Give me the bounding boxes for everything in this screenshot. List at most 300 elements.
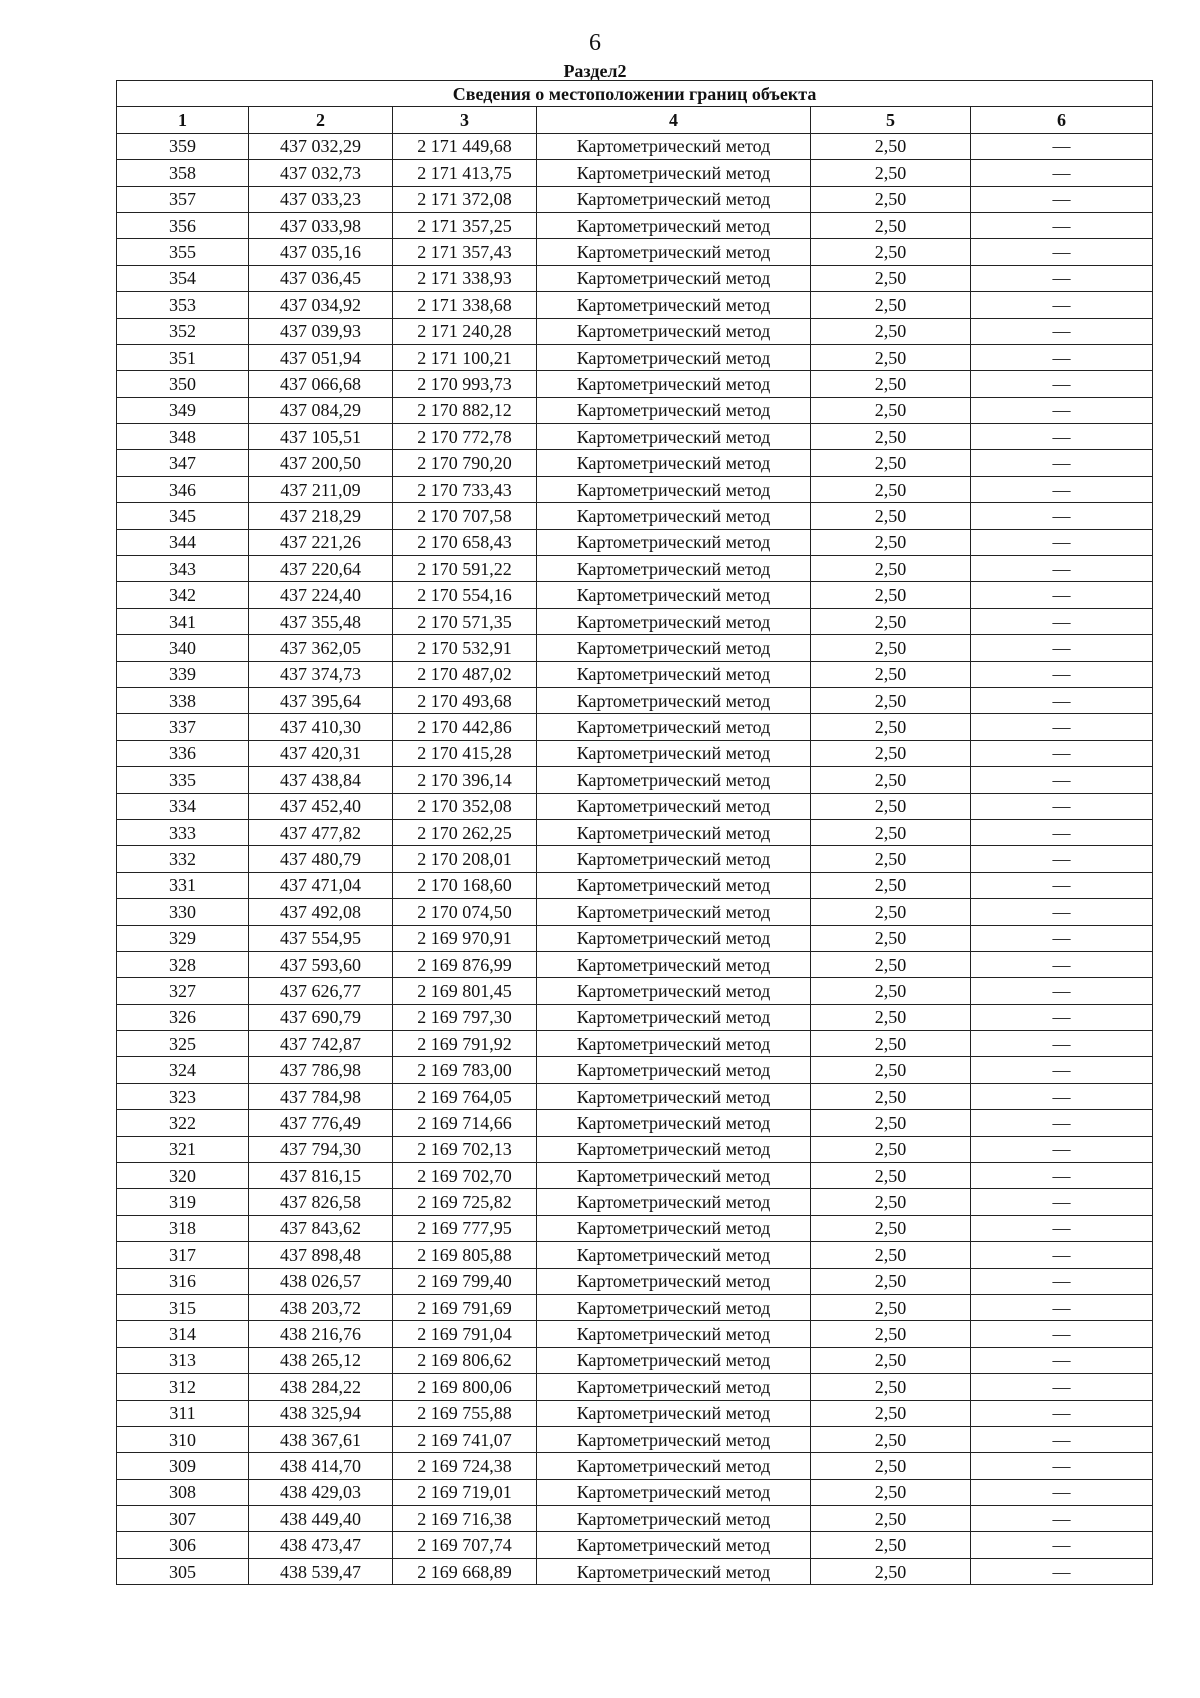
cell-description: — bbox=[971, 318, 1153, 344]
cell-coord-y: 2 170 415,28 bbox=[393, 740, 537, 766]
cell-method: Картометрический метод bbox=[537, 1347, 811, 1373]
cell-coord-y: 2 170 532,91 bbox=[393, 635, 537, 661]
cell-accuracy: 2,50 bbox=[811, 767, 971, 793]
cell-coord-y: 2 169 668,89 bbox=[393, 1558, 537, 1584]
cell-accuracy: 2,50 bbox=[811, 1268, 971, 1294]
cell-point-number: 317 bbox=[117, 1242, 249, 1268]
cell-coord-y: 2 170 168,60 bbox=[393, 872, 537, 898]
cell-accuracy: 2,50 bbox=[811, 793, 971, 819]
cell-coord-x: 437 898,48 bbox=[249, 1242, 393, 1268]
cell-point-number: 324 bbox=[117, 1057, 249, 1083]
cell-accuracy: 2,50 bbox=[811, 687, 971, 713]
cell-point-number: 316 bbox=[117, 1268, 249, 1294]
column-header-1: 1 bbox=[117, 107, 249, 133]
cell-method: Картометрический метод bbox=[537, 160, 811, 186]
cell-coord-x: 438 414,70 bbox=[249, 1453, 393, 1479]
cell-description: — bbox=[971, 344, 1153, 370]
cell-method: Картометрический метод bbox=[537, 503, 811, 529]
table-row bbox=[117, 978, 1153, 1004]
cell-description: — bbox=[971, 186, 1153, 212]
cell-coord-x: 438 449,40 bbox=[249, 1506, 393, 1532]
cell-description: — bbox=[971, 635, 1153, 661]
cell-accuracy: 2,50 bbox=[811, 1031, 971, 1057]
cell-accuracy: 2,50 bbox=[811, 951, 971, 977]
table-row bbox=[117, 1136, 1153, 1162]
cell-description: — bbox=[971, 160, 1153, 186]
cell-coord-x: 437 690,79 bbox=[249, 1004, 393, 1030]
cell-accuracy: 2,50 bbox=[811, 1189, 971, 1215]
cell-description: — bbox=[971, 1453, 1153, 1479]
cell-method: Картометрический метод bbox=[537, 608, 811, 634]
cell-description: — bbox=[971, 899, 1153, 925]
cell-point-number: 323 bbox=[117, 1083, 249, 1109]
table-row bbox=[117, 212, 1153, 238]
cell-point-number: 327 bbox=[117, 978, 249, 1004]
cell-description: — bbox=[971, 714, 1153, 740]
cell-accuracy: 2,50 bbox=[811, 1558, 971, 1584]
cell-coord-y: 2 170 262,25 bbox=[393, 819, 537, 845]
cell-coord-y: 2 169 801,45 bbox=[393, 978, 537, 1004]
cell-method: Картометрический метод bbox=[537, 1215, 811, 1241]
cell-description: — bbox=[971, 1057, 1153, 1083]
cell-accuracy: 2,50 bbox=[811, 1215, 971, 1241]
cell-coord-y: 2 169 702,70 bbox=[393, 1163, 537, 1189]
table-row bbox=[117, 714, 1153, 740]
cell-method: Картометрический метод bbox=[537, 397, 811, 423]
cell-method: Картометрический метод bbox=[537, 1004, 811, 1030]
table-row bbox=[117, 582, 1153, 608]
cell-coord-x: 437 843,62 bbox=[249, 1215, 393, 1241]
cell-coord-y: 2 170 208,01 bbox=[393, 846, 537, 872]
cell-point-number: 335 bbox=[117, 767, 249, 793]
cell-coord-x: 437 039,93 bbox=[249, 318, 393, 344]
table-caption: Сведения о местоположении границ объекта bbox=[117, 81, 1153, 107]
cell-point-number: 336 bbox=[117, 740, 249, 766]
cell-coord-y: 2 170 442,86 bbox=[393, 714, 537, 740]
cell-point-number: 307 bbox=[117, 1506, 249, 1532]
cell-accuracy: 2,50 bbox=[811, 371, 971, 397]
cell-point-number: 332 bbox=[117, 846, 249, 872]
cell-method: Картометрический метод bbox=[537, 529, 811, 555]
cell-coord-x: 438 473,47 bbox=[249, 1532, 393, 1558]
cell-accuracy: 2,50 bbox=[811, 318, 971, 344]
cell-description: — bbox=[971, 1294, 1153, 1320]
cell-point-number: 345 bbox=[117, 503, 249, 529]
cell-coord-y: 2 171 372,08 bbox=[393, 186, 537, 212]
cell-point-number: 330 bbox=[117, 899, 249, 925]
cell-accuracy: 2,50 bbox=[811, 714, 971, 740]
cell-accuracy: 2,50 bbox=[811, 1347, 971, 1373]
cell-coord-y: 2 170 571,35 bbox=[393, 608, 537, 634]
cell-coord-x: 437 480,79 bbox=[249, 846, 393, 872]
cell-point-number: 355 bbox=[117, 239, 249, 265]
cell-coord-x: 437 051,94 bbox=[249, 344, 393, 370]
cell-point-number: 325 bbox=[117, 1031, 249, 1057]
cell-description: — bbox=[971, 133, 1153, 159]
table-row bbox=[117, 160, 1153, 186]
cell-method: Картометрический метод bbox=[537, 1110, 811, 1136]
cell-accuracy: 2,50 bbox=[811, 608, 971, 634]
cell-point-number: 313 bbox=[117, 1347, 249, 1373]
cell-method: Картометрический метод bbox=[537, 556, 811, 582]
cell-point-number: 348 bbox=[117, 424, 249, 450]
cell-accuracy: 2,50 bbox=[811, 1400, 971, 1426]
cell-accuracy: 2,50 bbox=[811, 344, 971, 370]
cell-coord-x: 437 033,98 bbox=[249, 212, 393, 238]
cell-method: Картометрический метод bbox=[537, 1532, 811, 1558]
cell-point-number: 305 bbox=[117, 1558, 249, 1584]
cell-description: — bbox=[971, 1136, 1153, 1162]
cell-method: Картометрический метод bbox=[537, 1268, 811, 1294]
cell-point-number: 353 bbox=[117, 292, 249, 318]
cell-coord-y: 2 171 357,43 bbox=[393, 239, 537, 265]
cell-coord-y: 2 170 554,16 bbox=[393, 582, 537, 608]
cell-method: Картометрический метод bbox=[537, 1321, 811, 1347]
cell-method: Картометрический метод bbox=[537, 318, 811, 344]
cell-method: Картометрический метод bbox=[537, 133, 811, 159]
cell-description: — bbox=[971, 292, 1153, 318]
cell-coord-y: 2 169 716,38 bbox=[393, 1506, 537, 1532]
table-row bbox=[117, 1558, 1153, 1584]
cell-coord-x: 437 784,98 bbox=[249, 1083, 393, 1109]
cell-accuracy: 2,50 bbox=[811, 1453, 971, 1479]
table-row bbox=[117, 450, 1153, 476]
cell-coord-y: 2 170 352,08 bbox=[393, 793, 537, 819]
cell-description: — bbox=[971, 951, 1153, 977]
cell-accuracy: 2,50 bbox=[811, 1426, 971, 1452]
cell-accuracy: 2,50 bbox=[811, 846, 971, 872]
cell-accuracy: 2,50 bbox=[811, 133, 971, 159]
cell-description: — bbox=[971, 529, 1153, 555]
cell-coord-x: 437 374,73 bbox=[249, 661, 393, 687]
cell-point-number: 354 bbox=[117, 265, 249, 291]
cell-method: Картометрический метод bbox=[537, 476, 811, 502]
cell-description: — bbox=[971, 212, 1153, 238]
cell-method: Картометрический метод bbox=[537, 212, 811, 238]
column-header-5: 5 bbox=[811, 107, 971, 133]
cell-coord-x: 437 032,73 bbox=[249, 160, 393, 186]
cell-coord-y: 2 169 725,82 bbox=[393, 1189, 537, 1215]
column-header-2: 2 bbox=[249, 107, 393, 133]
cell-coord-x: 437 034,92 bbox=[249, 292, 393, 318]
cell-coord-x: 437 033,23 bbox=[249, 186, 393, 212]
cell-method: Картометрический метод bbox=[537, 1294, 811, 1320]
cell-point-number: 340 bbox=[117, 635, 249, 661]
cell-accuracy: 2,50 bbox=[811, 1321, 971, 1347]
cell-description: — bbox=[971, 767, 1153, 793]
cell-description: — bbox=[971, 1083, 1153, 1109]
cell-method: Картометрический метод bbox=[537, 1057, 811, 1083]
cell-method: Картометрический метод bbox=[537, 424, 811, 450]
cell-description: — bbox=[971, 1031, 1153, 1057]
cell-coord-x: 437 200,50 bbox=[249, 450, 393, 476]
cell-method: Картометрический метод bbox=[537, 978, 811, 1004]
cell-method: Картометрический метод bbox=[537, 265, 811, 291]
cell-point-number: 352 bbox=[117, 318, 249, 344]
cell-description: — bbox=[971, 608, 1153, 634]
cell-coord-x: 437 471,04 bbox=[249, 872, 393, 898]
cell-accuracy: 2,50 bbox=[811, 740, 971, 766]
cell-method: Картометрический метод bbox=[537, 450, 811, 476]
cell-point-number: 357 bbox=[117, 186, 249, 212]
cell-method: Картометрический метод bbox=[537, 582, 811, 608]
cell-coord-y: 2 170 074,50 bbox=[393, 899, 537, 925]
table-row bbox=[117, 635, 1153, 661]
cell-point-number: 339 bbox=[117, 661, 249, 687]
cell-description: — bbox=[971, 872, 1153, 898]
cell-accuracy: 2,50 bbox=[811, 529, 971, 555]
table-row bbox=[117, 1189, 1153, 1215]
cell-coord-x: 438 216,76 bbox=[249, 1321, 393, 1347]
cell-description: — bbox=[971, 1532, 1153, 1558]
table-row bbox=[117, 687, 1153, 713]
table-row bbox=[117, 925, 1153, 951]
cell-coord-x: 437 355,48 bbox=[249, 608, 393, 634]
cell-method: Картометрический метод bbox=[537, 1136, 811, 1162]
cell-accuracy: 2,50 bbox=[811, 1110, 971, 1136]
cell-method: Картометрический метод bbox=[537, 1083, 811, 1109]
cell-description: — bbox=[971, 1558, 1153, 1584]
cell-point-number: 341 bbox=[117, 608, 249, 634]
cell-coord-x: 437 221,26 bbox=[249, 529, 393, 555]
table-row bbox=[117, 503, 1153, 529]
cell-description: — bbox=[971, 740, 1153, 766]
cell-coord-x: 437 554,95 bbox=[249, 925, 393, 951]
cell-coord-y: 2 169 876,99 bbox=[393, 951, 537, 977]
table-row bbox=[117, 371, 1153, 397]
cell-description: — bbox=[971, 1268, 1153, 1294]
cell-point-number: 319 bbox=[117, 1189, 249, 1215]
cell-description: — bbox=[971, 1163, 1153, 1189]
cell-point-number: 351 bbox=[117, 344, 249, 370]
cell-method: Картометрический метод bbox=[537, 371, 811, 397]
cell-coord-y: 2 170 396,14 bbox=[393, 767, 537, 793]
cell-coord-x: 437 220,64 bbox=[249, 556, 393, 582]
cell-coord-x: 437 452,40 bbox=[249, 793, 393, 819]
cell-method: Картометрический метод bbox=[537, 951, 811, 977]
cell-coord-x: 437 036,45 bbox=[249, 265, 393, 291]
cell-accuracy: 2,50 bbox=[811, 556, 971, 582]
cell-method: Картометрический метод bbox=[537, 1453, 811, 1479]
cell-coord-y: 2 169 719,01 bbox=[393, 1479, 537, 1505]
cell-method: Картометрический метод bbox=[537, 1400, 811, 1426]
cell-description: — bbox=[971, 1110, 1153, 1136]
cell-coord-y: 2 169 724,38 bbox=[393, 1453, 537, 1479]
cell-accuracy: 2,50 bbox=[811, 476, 971, 502]
table-row bbox=[117, 1031, 1153, 1057]
cell-coord-x: 437 035,16 bbox=[249, 239, 393, 265]
cell-coord-y: 2 171 338,93 bbox=[393, 265, 537, 291]
cell-point-number: 310 bbox=[117, 1426, 249, 1452]
table-row bbox=[117, 1347, 1153, 1373]
cell-coord-x: 437 816,15 bbox=[249, 1163, 393, 1189]
cell-point-number: 318 bbox=[117, 1215, 249, 1241]
table-row bbox=[117, 951, 1153, 977]
cell-point-number: 356 bbox=[117, 212, 249, 238]
table-row bbox=[117, 318, 1153, 344]
cell-coord-y: 2 170 493,68 bbox=[393, 687, 537, 713]
cell-coord-y: 2 170 790,20 bbox=[393, 450, 537, 476]
cell-point-number: 320 bbox=[117, 1163, 249, 1189]
cell-accuracy: 2,50 bbox=[811, 397, 971, 423]
cell-point-number: 358 bbox=[117, 160, 249, 186]
cell-coord-y: 2 169 783,00 bbox=[393, 1057, 537, 1083]
cell-coord-y: 2 171 240,28 bbox=[393, 318, 537, 344]
cell-accuracy: 2,50 bbox=[811, 186, 971, 212]
table-row bbox=[117, 767, 1153, 793]
table-row bbox=[117, 1479, 1153, 1505]
cell-coord-y: 2 171 413,75 bbox=[393, 160, 537, 186]
cell-description: — bbox=[971, 1374, 1153, 1400]
cell-method: Картометрический метод bbox=[537, 819, 811, 845]
cell-description: — bbox=[971, 925, 1153, 951]
cell-coord-x: 438 203,72 bbox=[249, 1294, 393, 1320]
cell-coord-x: 438 325,94 bbox=[249, 1400, 393, 1426]
table-row bbox=[117, 846, 1153, 872]
cell-point-number: 314 bbox=[117, 1321, 249, 1347]
table-row bbox=[117, 476, 1153, 502]
cell-coord-x: 437 420,31 bbox=[249, 740, 393, 766]
cell-coord-y: 2 169 806,62 bbox=[393, 1347, 537, 1373]
cell-method: Картометрический метод bbox=[537, 1242, 811, 1268]
cell-method: Картометрический метод bbox=[537, 767, 811, 793]
cell-method: Картометрический метод bbox=[537, 1031, 811, 1057]
cell-coord-x: 437 211,09 bbox=[249, 476, 393, 502]
cell-accuracy: 2,50 bbox=[811, 265, 971, 291]
cell-description: — bbox=[971, 450, 1153, 476]
table-row bbox=[117, 397, 1153, 423]
cell-description: — bbox=[971, 846, 1153, 872]
cell-coord-x: 437 742,87 bbox=[249, 1031, 393, 1057]
cell-point-number: 343 bbox=[117, 556, 249, 582]
cell-coord-x: 437 477,82 bbox=[249, 819, 393, 845]
cell-method: Картометрический метод bbox=[537, 1374, 811, 1400]
cell-coord-y: 2 170 658,43 bbox=[393, 529, 537, 555]
cell-accuracy: 2,50 bbox=[811, 239, 971, 265]
cell-point-number: 333 bbox=[117, 819, 249, 845]
table-row bbox=[117, 424, 1153, 450]
cell-description: — bbox=[971, 1242, 1153, 1268]
cell-accuracy: 2,50 bbox=[811, 212, 971, 238]
cell-coord-y: 2 169 797,30 bbox=[393, 1004, 537, 1030]
table-row bbox=[117, 899, 1153, 925]
cell-coord-x: 438 539,47 bbox=[249, 1558, 393, 1584]
table-row bbox=[117, 1453, 1153, 1479]
cell-description: — bbox=[971, 661, 1153, 687]
cell-coord-x: 438 367,61 bbox=[249, 1426, 393, 1452]
boundary-coordinates-table bbox=[116, 80, 1153, 1585]
cell-point-number: 322 bbox=[117, 1110, 249, 1136]
cell-description: — bbox=[971, 978, 1153, 1004]
cell-accuracy: 2,50 bbox=[811, 1163, 971, 1189]
table-row bbox=[117, 1242, 1153, 1268]
cell-coord-y: 2 169 764,05 bbox=[393, 1083, 537, 1109]
cell-coord-x: 438 026,57 bbox=[249, 1268, 393, 1294]
table-caption-row bbox=[117, 81, 1153, 107]
cell-accuracy: 2,50 bbox=[811, 819, 971, 845]
section-title: Раздел2 bbox=[563, 61, 627, 81]
cell-description: — bbox=[971, 1321, 1153, 1347]
cell-coord-y: 2 170 591,22 bbox=[393, 556, 537, 582]
cell-coord-y: 2 169 755,88 bbox=[393, 1400, 537, 1426]
cell-description: — bbox=[971, 1400, 1153, 1426]
cell-method: Картометрический метод bbox=[537, 925, 811, 951]
cell-coord-y: 2 170 772,78 bbox=[393, 424, 537, 450]
table-row bbox=[117, 661, 1153, 687]
cell-coord-y: 2 169 970,91 bbox=[393, 925, 537, 951]
cell-coord-x: 437 794,30 bbox=[249, 1136, 393, 1162]
cell-description: — bbox=[971, 1215, 1153, 1241]
cell-description: — bbox=[971, 424, 1153, 450]
page-number: 6 bbox=[589, 30, 601, 56]
cell-point-number: 331 bbox=[117, 872, 249, 898]
table-row bbox=[117, 872, 1153, 898]
cell-method: Картометрический метод bbox=[537, 740, 811, 766]
cell-accuracy: 2,50 bbox=[811, 1532, 971, 1558]
table-row bbox=[117, 292, 1153, 318]
cell-description: — bbox=[971, 687, 1153, 713]
cell-accuracy: 2,50 bbox=[811, 899, 971, 925]
table-row bbox=[117, 1268, 1153, 1294]
cell-coord-y: 2 169 791,92 bbox=[393, 1031, 537, 1057]
table-row bbox=[117, 793, 1153, 819]
cell-accuracy: 2,50 bbox=[811, 925, 971, 951]
table-row bbox=[117, 1506, 1153, 1532]
cell-coord-y: 2 170 707,58 bbox=[393, 503, 537, 529]
cell-coord-x: 437 032,29 bbox=[249, 133, 393, 159]
cell-point-number: 312 bbox=[117, 1374, 249, 1400]
table-row bbox=[117, 740, 1153, 766]
cell-point-number: 349 bbox=[117, 397, 249, 423]
cell-method: Картометрический метод bbox=[537, 1426, 811, 1452]
cell-point-number: 337 bbox=[117, 714, 249, 740]
table-row bbox=[117, 1083, 1153, 1109]
cell-description: — bbox=[971, 582, 1153, 608]
cell-coord-x: 438 265,12 bbox=[249, 1347, 393, 1373]
cell-description: — bbox=[971, 265, 1153, 291]
cell-description: — bbox=[971, 503, 1153, 529]
cell-accuracy: 2,50 bbox=[811, 635, 971, 661]
cell-coord-y: 2 169 800,06 bbox=[393, 1374, 537, 1400]
cell-method: Картометрический метод bbox=[537, 186, 811, 212]
table-row bbox=[117, 1110, 1153, 1136]
cell-description: — bbox=[971, 1506, 1153, 1532]
cell-coord-x: 437 410,30 bbox=[249, 714, 393, 740]
cell-coord-y: 2 171 338,68 bbox=[393, 292, 537, 318]
cell-accuracy: 2,50 bbox=[811, 978, 971, 1004]
cell-coord-x: 437 066,68 bbox=[249, 371, 393, 397]
cell-method: Картометрический метод bbox=[537, 1163, 811, 1189]
cell-accuracy: 2,50 bbox=[811, 1374, 971, 1400]
column-header-3: 3 bbox=[393, 107, 537, 133]
table-row bbox=[117, 133, 1153, 159]
cell-accuracy: 2,50 bbox=[811, 450, 971, 476]
cell-description: — bbox=[971, 1347, 1153, 1373]
cell-accuracy: 2,50 bbox=[811, 872, 971, 898]
cell-description: — bbox=[971, 239, 1153, 265]
cell-point-number: 309 bbox=[117, 1453, 249, 1479]
cell-point-number: 342 bbox=[117, 582, 249, 608]
cell-accuracy: 2,50 bbox=[811, 1136, 971, 1162]
cell-coord-y: 2 169 791,69 bbox=[393, 1294, 537, 1320]
table-header-row bbox=[117, 107, 1153, 133]
cell-coord-x: 437 826,58 bbox=[249, 1189, 393, 1215]
cell-description: — bbox=[971, 397, 1153, 423]
cell-coord-x: 437 438,84 bbox=[249, 767, 393, 793]
cell-point-number: 347 bbox=[117, 450, 249, 476]
table-row bbox=[117, 1163, 1153, 1189]
cell-point-number: 344 bbox=[117, 529, 249, 555]
